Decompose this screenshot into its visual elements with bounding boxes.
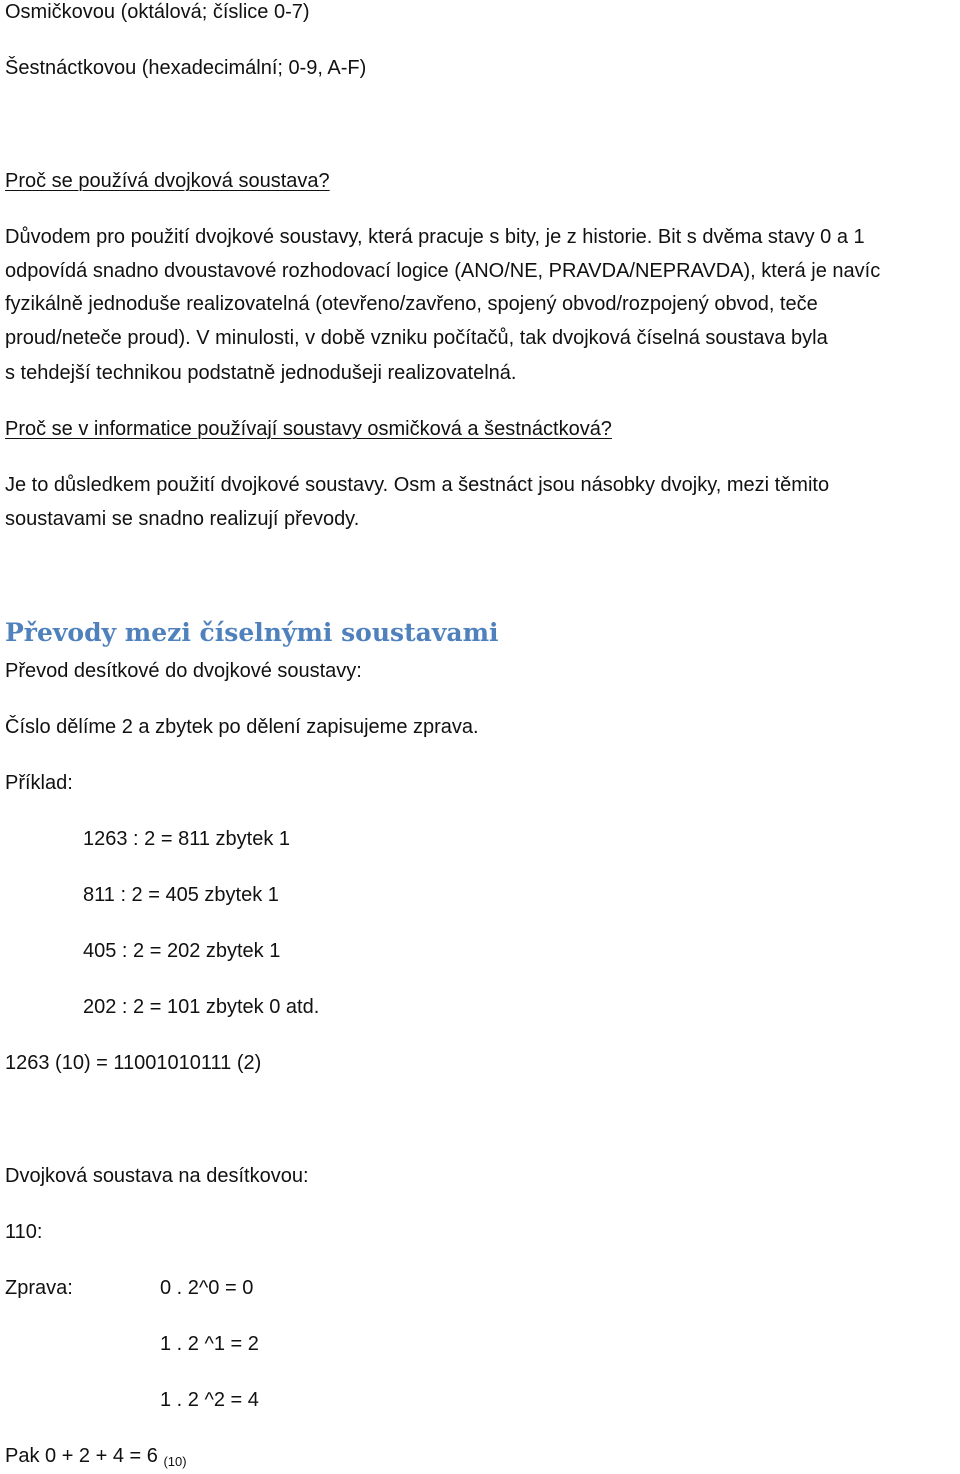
right-label: Zprava: xyxy=(5,1277,73,1299)
dec-to-bin-rule: Číslo dělíme 2 a zbytek po dělení zapisujeme zprava. xyxy=(5,716,479,738)
power-step: 0 . 2^0 = 0 xyxy=(160,1277,254,1299)
division-step: 1263 : 2 = 811 zbytek 1 xyxy=(83,828,291,850)
answer-paragraph-line-4: proud/neteče proud). V minulosti, v době vzniku počítačů, tak dvojková číselná soustava byla xyxy=(5,327,828,349)
sum-subscript: (10) xyxy=(163,1454,187,1469)
answer-paragraph-line-2: odpovídá snadno dvoustavové rozhodovací logice (ANO/NE, PRAVDA/NEPRAVDA), která je navíc xyxy=(5,260,881,282)
question-binary-link[interactable]: Proč se používá dvojková soustava? xyxy=(5,170,330,192)
section-heading: Převody mezi číselnými soustavami xyxy=(5,618,499,647)
example-label: Příklad: xyxy=(5,772,73,794)
sum-line xyxy=(5,1444,187,1474)
dec-to-bin-title: Převod desítkové do dvojkové soustavy: xyxy=(5,660,362,682)
power-step: 1 . 2 ^2 = 4 xyxy=(160,1389,259,1411)
question-octal-hex-link[interactable]: Proč se v informatice používají soustavy osmičková a šestnáctková? xyxy=(5,418,612,440)
answer-paragraph-line-1: Důvodem pro použití dvojkové soustavy, která pracuje s bity, je z historie. Bit s dvěma stavy 0 a 1 xyxy=(5,226,865,248)
conversion-result: 1263 (10) = 11001010111 (2) xyxy=(5,1052,262,1074)
power-step: 1 . 2 ^1 = 2 xyxy=(160,1333,259,1355)
answer-paragraph-line-3: fyzikálně jednoduše realizovatelná (otevřeno/zavřeno, spojený obvod/rozpojený obvod, teče xyxy=(5,293,818,315)
sum-text: Pak 0 + 2 + 4 = 6 xyxy=(5,1445,158,1467)
hex-line: Šestnáctkovou (hexadecimální; 0-9, A-F) xyxy=(5,57,367,79)
division-step: 202 : 2 = 101 zbytek 0 atd. xyxy=(83,996,320,1018)
answer2-line-1: Je to důsledkem použití dvojkové soustavy. Osm a šestnáct jsou násobky dvojky, mezi těmito xyxy=(5,474,830,496)
answer2-line-2: soustavami se snadno realizují převody. xyxy=(5,508,360,530)
division-step: 405 : 2 = 202 zbytek 1 xyxy=(83,940,281,962)
answer-paragraph-line-5: s tehdejší technikou podstatně jednodušeji realizovatelná. xyxy=(5,362,517,384)
binary-number: 110: xyxy=(5,1221,43,1243)
octal-line: Osmičkovou (oktálová; číslice 0-7) xyxy=(5,1,310,23)
bin-to-dec-title: Dvojková soustava na desítkovou: xyxy=(5,1165,309,1187)
division-step: 811 : 2 = 405 zbytek 1 xyxy=(83,884,279,906)
